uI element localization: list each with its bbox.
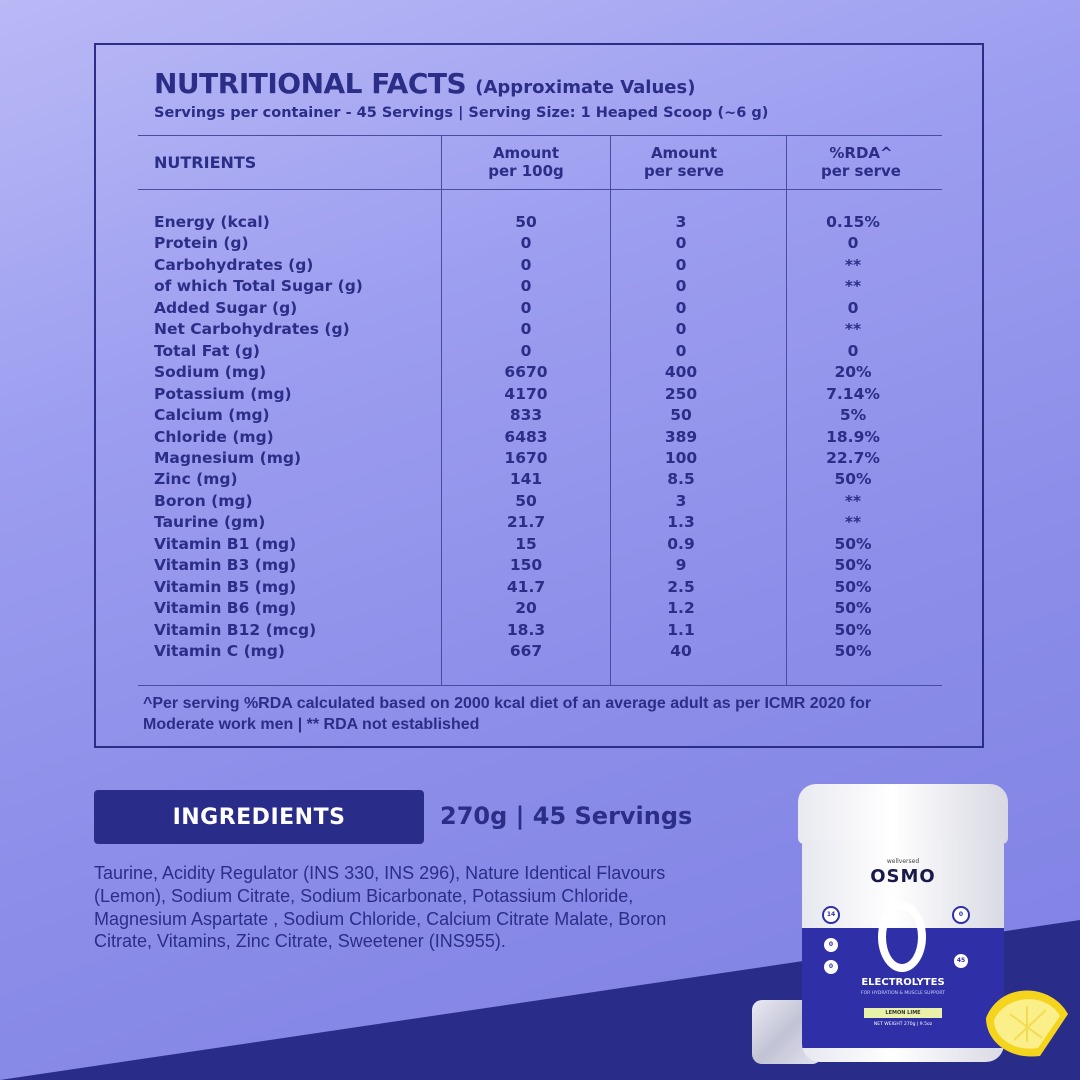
facts-title-row (154, 67, 695, 100)
product-tagline: FOR HYDRATION & MUSCLE SUPPORT (861, 991, 945, 996)
table-row (96, 492, 982, 513)
ingredients-meta: 270g | 45 Servings (440, 802, 693, 830)
amount-per-serve: 100 (664, 448, 698, 467)
nutrient-name: Vitamin B6 (mg) (154, 599, 297, 618)
amount-per-serve: 3 (675, 491, 687, 510)
product-name: ELECTROLYTES (861, 977, 945, 988)
table-row (96, 342, 982, 363)
nutrient-name: Vitamin B1 (mg) (154, 534, 297, 553)
table-row (96, 428, 982, 449)
nutrition-facts-panel (94, 43, 984, 748)
table-row (96, 470, 982, 491)
nutrient-name: Boron (mg) (154, 491, 253, 510)
jar-badge: 0 (822, 958, 840, 976)
nutrient-name: Vitamin B12 (mcg) (154, 620, 317, 639)
servings-line: Servings per container - 45 Servings | Serving Size: 1 Heaped Scoop (~6 g) (154, 105, 769, 121)
jar-badge: 14 (822, 906, 840, 924)
rda-per-serve: 0 (847, 298, 859, 317)
table-row (96, 449, 982, 470)
nutrient-name: Magnesium (mg) (154, 448, 302, 467)
table-header-rule (138, 189, 942, 190)
header-per-serve-line2: per serve (644, 162, 724, 180)
rda-per-serve: 50% (834, 556, 872, 575)
nutrient-name: Net Carbohydrates (g) (154, 320, 350, 339)
table-row (96, 578, 982, 599)
osmo-ring-icon (878, 902, 926, 972)
nutrient-name: Vitamin B5 (mg) (154, 577, 297, 596)
nutrient-name: Total Fat (g) (154, 341, 260, 360)
amount-per-100g: 0 (520, 341, 532, 360)
amount-per-serve: 1.2 (667, 599, 695, 618)
header-nutrients: NUTRIENTS (154, 153, 257, 172)
table-row (96, 599, 982, 620)
table-row (96, 256, 982, 277)
rda-per-serve: 5% (839, 406, 867, 425)
table-row (96, 277, 982, 298)
ingredients-list: Taurine, Acidity Regulator (INS 330, INS 296), Nature Identical Flavours (Lemon), Sodium Citrate, Sodium Bicarbonate, Potassium Chloride, Magnesium Aspartate , Sodium Chloride, Calcium Citrate Malate, Boron Citrate, Vitamins, Zinc Citrate, Sweetener (INS955). (94, 863, 667, 952)
facts-title: NUTRITIONAL FACTS (154, 67, 467, 100)
amount-per-serve: 0 (675, 277, 687, 296)
rda-per-serve: 0 (847, 234, 859, 253)
product-jar-image (798, 784, 1008, 1064)
nutrient-name: Added Sugar (g) (154, 298, 298, 317)
amount-per-serve: 0 (675, 234, 687, 253)
amount-per-100g: 6670 (504, 363, 548, 382)
amount-per-100g: 41.7 (506, 577, 546, 596)
nutrient-name: Sodium (mg) (154, 363, 267, 382)
table-row (96, 642, 982, 663)
header-per-serve-line1: Amount (650, 144, 718, 162)
amount-per-100g: 18.3 (506, 620, 546, 639)
nutrient-name: Zinc (mg) (154, 470, 238, 489)
amount-per-100g: 20 (515, 599, 537, 618)
header-per-100g (441, 144, 611, 180)
table-row (96, 535, 982, 556)
rda-per-serve: 50% (834, 534, 872, 553)
table-row (96, 363, 982, 384)
brand-small: wellversed (886, 858, 920, 865)
rda-per-serve: 50% (834, 642, 872, 660)
ingredients-heading: INGREDIENTS (94, 790, 424, 844)
rda-per-serve: ** (844, 277, 862, 296)
jar-lid (798, 784, 1008, 844)
amount-per-serve: 1.3 (667, 513, 695, 532)
rda-per-serve: 50% (834, 577, 872, 596)
header-rda-line2: per serve (821, 162, 901, 180)
amount-per-100g: 6483 (504, 427, 548, 446)
amount-per-serve: 1.1 (667, 620, 695, 639)
amount-per-serve: 0 (675, 341, 687, 360)
nutrient-name: Protein (g) (154, 234, 249, 253)
table-row (96, 406, 982, 427)
rda-per-serve: 0 (847, 341, 859, 360)
jar-badge: 45 (952, 952, 970, 970)
amount-per-100g: 21.7 (506, 513, 546, 532)
table-row (96, 299, 982, 320)
net-weight: NET WEIGHT 270g | 9.5oz (873, 1022, 933, 1027)
amount-per-100g: 0 (520, 298, 532, 317)
nutrient-name: Chloride (mg) (154, 427, 274, 446)
rda-per-serve: ** (844, 513, 862, 532)
amount-per-serve: 40 (670, 642, 692, 660)
amount-per-serve: 389 (664, 427, 698, 446)
header-rda (776, 144, 946, 180)
rda-per-serve: 50% (834, 470, 872, 489)
table-row (96, 556, 982, 577)
amount-per-100g: 50 (515, 491, 537, 510)
nutrient-name: Taurine (gm) (154, 513, 266, 532)
rda-per-serve: ** (844, 320, 862, 339)
table-row (96, 234, 982, 255)
amount-per-100g: 141 (509, 470, 543, 489)
amount-per-100g: 0 (520, 234, 532, 253)
table-top-rule (138, 135, 942, 136)
table-bottom-rule (138, 685, 942, 686)
rda-per-serve: 50% (834, 620, 872, 639)
amount-per-100g: 15 (515, 534, 537, 553)
header-per-100g-line1: Amount (492, 144, 560, 162)
rda-per-serve: 7.14% (826, 384, 880, 403)
table-row (96, 621, 982, 642)
footnote: ^Per serving %RDA calculated based on 2000 kcal diet of an average adult as per ICMR 2020 for Moderate work men | ** RDA not established (143, 695, 872, 733)
header-per-100g-line2: per 100g (488, 162, 564, 180)
amount-per-100g: 0 (520, 277, 532, 296)
amount-per-serve: 0 (675, 320, 687, 339)
table-row (96, 213, 982, 234)
rda-per-serve: 20% (834, 363, 872, 382)
nutrient-name: Vitamin B3 (mg) (154, 556, 297, 575)
amount-per-serve: 9 (675, 556, 687, 575)
rda-per-serve: ** (844, 491, 862, 510)
amount-per-100g: 0 (520, 320, 532, 339)
amount-per-100g: 1670 (504, 448, 548, 467)
amount-per-serve: 8.5 (667, 470, 695, 489)
nutrient-name: Potassium (mg) (154, 384, 292, 403)
nutrient-name: Carbohydrates (g) (154, 255, 314, 274)
nutrient-name: Vitamin C (mg) (154, 642, 285, 660)
facts-title-note: (Approximate Values) (475, 77, 696, 98)
amount-per-100g: 4170 (504, 384, 548, 403)
rda-per-serve: 0.15% (826, 213, 880, 231)
amount-per-serve: 0 (675, 255, 687, 274)
flavour-label: LEMON LIME (864, 1008, 942, 1018)
table-row (96, 320, 982, 341)
amount-per-100g: 0 (520, 255, 532, 274)
jar-body (802, 840, 1004, 1062)
table-row (96, 513, 982, 534)
rda-per-serve: 18.9% (826, 427, 880, 446)
table-row (96, 385, 982, 406)
amount-per-100g: 50 (515, 213, 537, 231)
amount-per-serve: 50 (670, 406, 692, 425)
lemon-wedge-image (980, 980, 1072, 1060)
amount-per-100g: 833 (509, 406, 543, 425)
amount-per-serve: 250 (664, 384, 698, 403)
nutrient-name: Energy (kcal) (154, 213, 270, 231)
jar-badge: 0 (952, 906, 970, 924)
rda-per-serve: 50% (834, 599, 872, 618)
amount-per-serve: 2.5 (667, 577, 695, 596)
amount-per-100g: 667 (509, 642, 543, 660)
header-rda-line1: %RDA^ (829, 144, 893, 162)
amount-per-serve: 0.9 (667, 534, 695, 553)
amount-per-serve: 3 (675, 213, 687, 231)
rda-per-serve: ** (844, 255, 862, 274)
nutrient-name: of which Total Sugar (g) (154, 277, 363, 296)
amount-per-100g: 150 (509, 556, 543, 575)
header-per-serve (599, 144, 769, 180)
rda-per-serve: 22.7% (826, 448, 880, 467)
amount-per-serve: 0 (675, 298, 687, 317)
jar-badge: 0 (822, 936, 840, 954)
amount-per-serve: 400 (664, 363, 698, 382)
brand-logo: OSMO (870, 866, 936, 887)
nutrient-name: Calcium (mg) (154, 406, 270, 425)
